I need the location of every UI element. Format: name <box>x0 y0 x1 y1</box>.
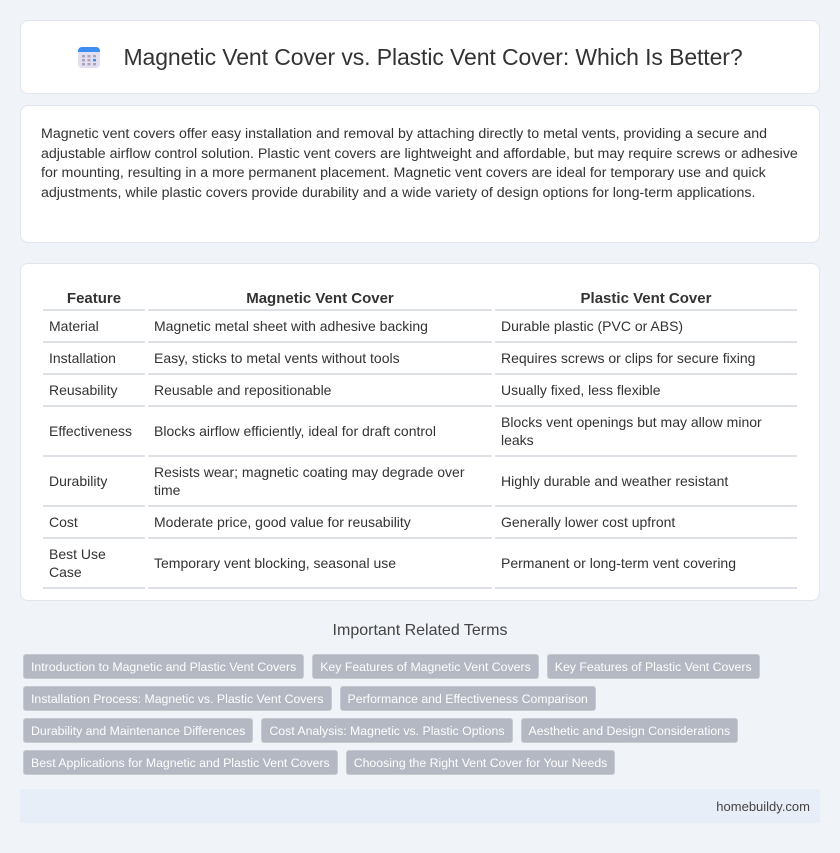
table-row <box>43 343 797 375</box>
magnetic-cell: Temporary vent blocking, seasonal use <box>148 539 492 589</box>
header-feature: Feature <box>43 284 145 311</box>
magnetic-cell: Magnetic metal sheet with adhesive backing <box>148 311 492 343</box>
related-term-tag[interactable]: Performance and Effectiveness Comparison <box>340 686 596 711</box>
footer <box>20 789 820 823</box>
feature-cell: Cost <box>43 507 145 539</box>
feature-cell: Reusability <box>43 375 145 407</box>
header-plastic: Plastic Vent Cover <box>495 284 797 311</box>
related-term-tag[interactable]: Aesthetic and Design Considerations <box>521 718 739 743</box>
plastic-cell: Highly durable and weather resistant <box>495 457 797 507</box>
related-term-tag[interactable]: Key Features of Magnetic Vent Covers <box>312 654 539 679</box>
plastic-cell: Durable plastic (PVC or ABS) <box>495 311 797 343</box>
table-row <box>43 407 797 457</box>
related-term-tag[interactable]: Best Applications for Magnetic and Plastic Vent Covers <box>23 750 338 775</box>
related-term-tag[interactable]: Cost Analysis: Magnetic vs. Plastic Options <box>261 718 512 743</box>
plastic-cell: Requires screws or clips for secure fixing <box>495 343 797 375</box>
table-row <box>43 457 797 507</box>
calendar-icon <box>77 45 101 69</box>
feature-cell: Durability <box>43 457 145 507</box>
magnetic-cell: Moderate price, good value for reusability <box>148 507 492 539</box>
magnetic-cell: Reusable and repositionable <box>148 375 492 407</box>
comparison-table <box>40 284 800 589</box>
plastic-cell: Generally lower cost upfront <box>495 507 797 539</box>
feature-cell: Installation <box>43 343 145 375</box>
table-row <box>43 507 797 539</box>
table-row <box>43 375 797 407</box>
related-term-tag[interactable]: Introduction to Magnetic and Plastic Vent Covers <box>23 654 304 679</box>
page-title: Magnetic Vent Cover vs. Plastic Vent Cover: Which Is Better? <box>123 43 743 70</box>
magnetic-cell: Easy, sticks to metal vents without tools <box>148 343 492 375</box>
intro-card <box>20 105 820 243</box>
magnetic-cell: Resists wear; magnetic coating may degrade over time <box>148 457 492 507</box>
feature-cell: Best Use Case <box>43 539 145 589</box>
plastic-cell: Permanent or long-term vent covering <box>495 539 797 589</box>
feature-cell: Effectiveness <box>43 407 145 457</box>
related-terms-list <box>23 654 823 775</box>
plastic-cell: Blocks vent openings but may allow minor leaks <box>495 407 797 457</box>
related-term-tag[interactable]: Choosing the Right Vent Cover for Your Needs <box>346 750 616 775</box>
header-magnetic: Magnetic Vent Cover <box>148 284 492 311</box>
table-row <box>43 311 797 343</box>
related-terms-heading: Important Related Terms <box>332 622 508 639</box>
related-term-tag[interactable]: Key Features of Plastic Vent Covers <box>547 654 760 679</box>
related-term-tag[interactable]: Installation Process: Magnetic vs. Plastic Vent Covers <box>23 686 332 711</box>
intro-paragraph: Magnetic vent covers offer easy installation and removal by attaching directly to metal vents, providing a secure and adjustable airflow control solution. Plastic vent covers are lightweight and affordable, but may require screws or adhesive for mounting, resulting in a more permanent placement. Magnetic vent covers are ideal for temporary use and quick adjustments, while plastic covers provide durability and a wide variety of design options for long-term applications. <box>41 126 798 201</box>
header <box>77 44 742 71</box>
table-row <box>43 539 797 589</box>
header-card <box>20 20 820 94</box>
comparison-table-card <box>20 263 820 601</box>
table-header-row <box>43 284 797 311</box>
plastic-cell: Usually fixed, less flexible <box>495 375 797 407</box>
feature-cell: Material <box>43 311 145 343</box>
related-term-tag[interactable]: Durability and Maintenance Differences <box>23 718 253 743</box>
footer-site-name: homebuildy.com <box>716 798 810 814</box>
magnetic-cell: Blocks airflow efficiently, ideal for draft control <box>148 407 492 457</box>
